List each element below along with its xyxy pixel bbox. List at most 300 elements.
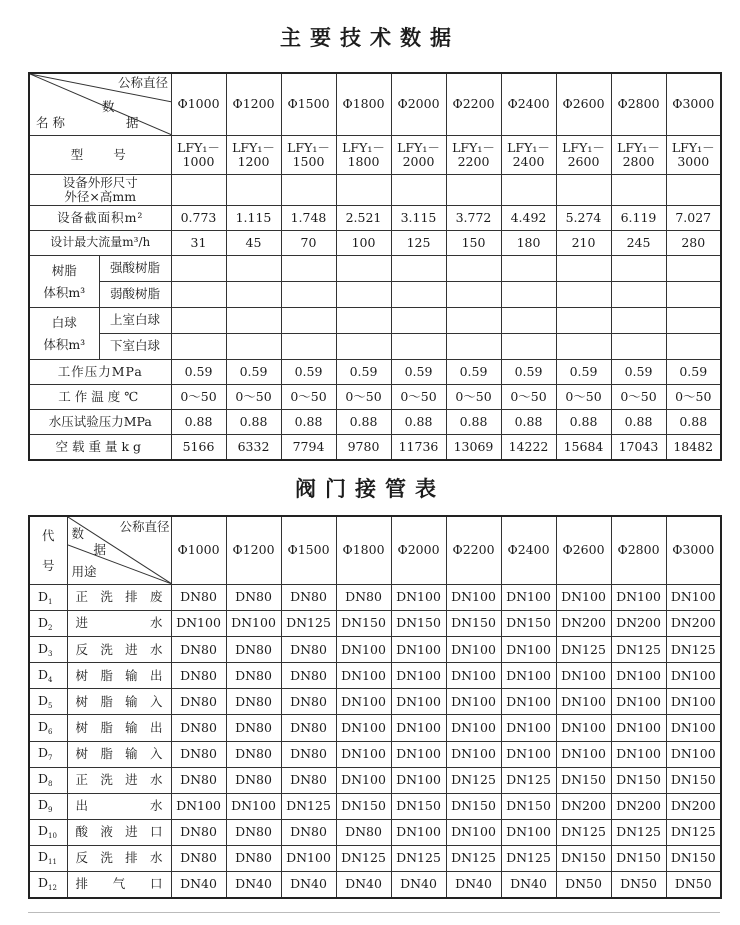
- valve-size-value: DN200: [666, 793, 721, 819]
- resin-row-2: [29, 282, 721, 308]
- valve-size-value: DN100: [171, 611, 226, 637]
- valve-size-value: DN80: [171, 767, 226, 793]
- valve-size-value: DN80: [281, 585, 336, 611]
- pressure-row-value: 0.59: [336, 360, 391, 385]
- valve-code-letter: D: [38, 849, 49, 865]
- header-name: 名称: [36, 115, 70, 130]
- weight-row: [29, 435, 721, 460]
- valve-size-value: DN100: [556, 741, 611, 767]
- valve-code-sub: 7: [48, 754, 53, 763]
- flow-row-value: 210: [556, 231, 611, 256]
- test-pressure-row-value: 0.88: [281, 410, 336, 435]
- valve-code-sub: 8: [48, 780, 53, 789]
- flow-row-value: 150: [446, 231, 501, 256]
- valve-size-value: DN100: [611, 741, 666, 767]
- header-nominal-diameter: 公称直径: [117, 75, 168, 90]
- valve-table-title: 阀门接管表: [295, 477, 445, 501]
- test-pressure-row-value: 0.88: [226, 410, 281, 435]
- dimension-row: [29, 175, 721, 206]
- ball-value: [281, 334, 336, 360]
- size-header: Φ1500: [281, 73, 336, 136]
- model-number: 3000: [677, 154, 710, 169]
- valve-code-letter: D: [38, 718, 49, 734]
- pressure-row-value: 0.59: [501, 360, 556, 385]
- model-number: 2800: [622, 154, 655, 169]
- valve-size-value: DN100: [391, 689, 446, 715]
- valve-size-value: DN80: [281, 741, 336, 767]
- test-pressure-row-value: 0.88: [666, 410, 721, 435]
- valve-size-value: DN100: [501, 715, 556, 741]
- dimension-value: [171, 175, 226, 206]
- temp-row-label: 工作温度℃: [29, 385, 171, 410]
- valve-size-header: Φ1800: [336, 516, 391, 585]
- valve-size-header: Φ1000: [171, 516, 226, 585]
- valve-size-value: DN125: [281, 793, 336, 819]
- flow-row: [29, 231, 721, 256]
- resin-value: [501, 282, 556, 308]
- valve-code-letter: D: [38, 640, 49, 656]
- area-row-value: 1.748: [281, 206, 336, 231]
- valve-size-value: DN80: [226, 663, 281, 689]
- valve-size-value: DN50: [666, 872, 721, 898]
- valve-row: [29, 637, 721, 663]
- pressure-row-value: 0.59: [556, 360, 611, 385]
- valve-use: 反洗排水: [67, 845, 171, 871]
- ball-value: [171, 334, 226, 360]
- valve-size-value: DN80: [226, 689, 281, 715]
- resin-row-1: [29, 256, 721, 282]
- valve-code-sub: 3: [48, 649, 53, 658]
- valve-size-value: DN150: [391, 611, 446, 637]
- valve-size-value: DN150: [336, 611, 391, 637]
- valve-size-value: DN100: [501, 741, 556, 767]
- valve-size-header: Φ2200: [446, 516, 501, 585]
- resin-value: [611, 282, 666, 308]
- valve-header-data-1: 数: [71, 526, 85, 541]
- valve-use: 树脂输入: [67, 741, 171, 767]
- size-header: Φ1800: [336, 73, 391, 136]
- valve-size-header: Φ1500: [281, 516, 336, 585]
- valve-size-value: DN80: [281, 689, 336, 715]
- resin-value: [391, 256, 446, 282]
- spec-table: [28, 72, 722, 461]
- ball-value: [446, 308, 501, 334]
- test-pressure-row-value: 0.88: [171, 410, 226, 435]
- size-header: Φ2400: [501, 73, 556, 136]
- valve-size-value: DN125: [666, 637, 721, 663]
- valve-size-value: DN100: [281, 845, 336, 871]
- valve-header-use: 用途: [71, 564, 97, 579]
- temp-row-value: 0～50: [391, 385, 446, 410]
- ball-value: [666, 308, 721, 334]
- flow-row-value: 100: [336, 231, 391, 256]
- valve-size-value: DN100: [556, 663, 611, 689]
- temp-row-value: 0～50: [501, 385, 556, 410]
- temp-row-value: 0～50: [281, 385, 336, 410]
- temp-row-value: 0～50: [611, 385, 666, 410]
- model-prefix: LFY₁－: [562, 139, 605, 155]
- weight-row-value: 17043: [611, 435, 666, 460]
- model-value: [336, 136, 391, 175]
- valve-size-value: DN40: [281, 872, 336, 898]
- area-row-value: 5.274: [556, 206, 611, 231]
- flow-row-value: 245: [611, 231, 666, 256]
- resin-value: [446, 256, 501, 282]
- flow-row-label: 设计最大流量m³/h: [29, 231, 171, 256]
- ball-value: [281, 308, 336, 334]
- valve-row: [29, 793, 721, 819]
- valve-size-value: DN80: [226, 637, 281, 663]
- valve-size-value: DN50: [556, 872, 611, 898]
- dimension-value: [281, 175, 336, 206]
- valve-size-value: DN80: [171, 585, 226, 611]
- valve-size-value: DN100: [446, 715, 501, 741]
- valve-diagonal-header: [67, 516, 171, 585]
- dimension-value: [556, 175, 611, 206]
- valve-size-value: DN150: [446, 793, 501, 819]
- valve-size-value: DN100: [446, 663, 501, 689]
- valve-size-value: DN150: [611, 767, 666, 793]
- weight-row-value: 13069: [446, 435, 501, 460]
- model-value: [666, 136, 721, 175]
- dimension-value: [336, 175, 391, 206]
- resin-value: [446, 282, 501, 308]
- code-header-1: 代: [41, 527, 55, 543]
- valve-use: 树脂输入: [67, 689, 171, 715]
- valve-size-value: DN100: [336, 689, 391, 715]
- valve-size-value: DN200: [556, 611, 611, 637]
- size-header: Φ3000: [666, 73, 721, 136]
- valve-size-value: DN80: [171, 663, 226, 689]
- valve-size-value: DN125: [501, 845, 556, 871]
- valve-size-value: DN100: [446, 819, 501, 845]
- valve-use: 正洗排废: [67, 585, 171, 611]
- dimension-label-line2: 外径×高mm: [64, 189, 137, 204]
- valve-size-value: DN100: [171, 793, 226, 819]
- valve-code-sub: 6: [48, 727, 53, 736]
- valve-size-value: DN40: [171, 872, 226, 898]
- valve-size-value: DN100: [666, 741, 721, 767]
- valve-size-value: DN100: [391, 585, 446, 611]
- temp-row-value: 0～50: [226, 385, 281, 410]
- dimension-value: [391, 175, 446, 206]
- valve-row: [29, 872, 721, 898]
- valve-code-sub: 10: [48, 832, 57, 841]
- valve-size-value: DN100: [501, 663, 556, 689]
- weight-row-value: 5166: [171, 435, 226, 460]
- resin-sub-label: 强酸树脂: [99, 256, 171, 282]
- model-value: [446, 136, 501, 175]
- pressure-row-value: 0.59: [226, 360, 281, 385]
- valve-size-value: DN100: [501, 819, 556, 845]
- valve-code: [29, 637, 67, 663]
- valve-code-header: [29, 516, 67, 585]
- pressure-row-value: 0.59: [391, 360, 446, 385]
- valve-use: 正洗进水: [67, 767, 171, 793]
- model-number: 2200: [457, 154, 490, 169]
- valve-code-sub: 9: [48, 806, 53, 815]
- flow-row-value: 280: [666, 231, 721, 256]
- valve-code-letter: D: [38, 692, 49, 708]
- pressure-row-value: 0.59: [446, 360, 501, 385]
- valve-size-value: DN100: [391, 819, 446, 845]
- footer-divider: [28, 912, 720, 913]
- pressure-row-value: 0.59: [171, 360, 226, 385]
- valve-size-value: DN100: [666, 663, 721, 689]
- valve-code: [29, 845, 67, 871]
- model-prefix: LFY₁－: [397, 139, 440, 155]
- valve-size-value: DN200: [666, 611, 721, 637]
- ball-value: [226, 334, 281, 360]
- valve-size-value: DN80: [226, 741, 281, 767]
- resin-value: [611, 256, 666, 282]
- valve-size-value: DN100: [556, 715, 611, 741]
- valve-size-value: DN100: [611, 585, 666, 611]
- weight-row-label: 空载重量kg: [29, 435, 171, 460]
- model-number: 1000: [182, 154, 215, 169]
- valve-size-value: DN100: [391, 767, 446, 793]
- area-row-value: 2.521: [336, 206, 391, 231]
- valve-size-value: DN125: [281, 611, 336, 637]
- valve-code: [29, 689, 67, 715]
- test-pressure-row-value: 0.88: [556, 410, 611, 435]
- resin-value: [226, 256, 281, 282]
- valve-size-header: Φ1200: [226, 516, 281, 585]
- valve-size-value: DN80: [226, 585, 281, 611]
- valve-size-value: DN100: [611, 689, 666, 715]
- model-number: 1200: [237, 154, 270, 169]
- resin-value: [281, 256, 336, 282]
- valve-size-value: DN100: [336, 767, 391, 793]
- valve-size-value: DN50: [611, 872, 666, 898]
- valve-header-nominal: 公称直径: [119, 519, 170, 534]
- valve-size-value: DN80: [281, 767, 336, 793]
- model-value: [171, 136, 226, 175]
- valve-size-value: DN80: [281, 663, 336, 689]
- valve-size-value: DN125: [611, 819, 666, 845]
- dimension-value: [666, 175, 721, 206]
- valve-size-value: DN100: [391, 663, 446, 689]
- resin-value: [171, 282, 226, 308]
- valve-size-value: DN200: [556, 793, 611, 819]
- ball-value: [171, 308, 226, 334]
- valve-row: [29, 819, 721, 845]
- valve-size-value: DN80: [171, 845, 226, 871]
- valve-size-value: DN80: [171, 715, 226, 741]
- valve-size-value: DN80: [171, 819, 226, 845]
- dimension-value: [611, 175, 666, 206]
- flow-row-value: 125: [391, 231, 446, 256]
- valve-code-sub: 12: [48, 884, 57, 893]
- valve-size-value: DN100: [501, 637, 556, 663]
- resin-value: [501, 256, 556, 282]
- valve-code: [29, 585, 67, 611]
- valve-code-sub: 5: [48, 701, 53, 710]
- valve-size-value: DN150: [501, 793, 556, 819]
- area-row-value: 6.119: [611, 206, 666, 231]
- valve-size-value: DN100: [226, 793, 281, 819]
- temp-row-value: 0～50: [171, 385, 226, 410]
- resin-label-line1: 树脂: [51, 262, 77, 278]
- valve-header-data-2: 据: [93, 542, 107, 557]
- header-data-1: 数: [102, 99, 115, 114]
- spec-diagonal-header: [29, 73, 171, 136]
- valve-size-value: DN150: [501, 611, 556, 637]
- valve-code: [29, 793, 67, 819]
- valve-row: [29, 845, 721, 871]
- valve-size-value: DN150: [556, 767, 611, 793]
- valve-use: 酸液进口: [67, 819, 171, 845]
- valve-size-value: DN80: [336, 819, 391, 845]
- valve-size-value: DN100: [446, 585, 501, 611]
- ball-value: [666, 334, 721, 360]
- weight-row-value: 15684: [556, 435, 611, 460]
- test-pressure-row: [29, 410, 721, 435]
- dimension-value: [446, 175, 501, 206]
- valve-size-value: DN100: [226, 611, 281, 637]
- dimension-value: [226, 175, 281, 206]
- ball-value: [226, 308, 281, 334]
- temp-row: [29, 385, 721, 410]
- valve-row: [29, 663, 721, 689]
- valve-size-value: DN100: [556, 689, 611, 715]
- resin-value: [281, 282, 336, 308]
- resin-value: [391, 282, 446, 308]
- resin-value: [226, 282, 281, 308]
- resin-value: [336, 256, 391, 282]
- dimension-value: [501, 175, 556, 206]
- valve-use: 排气口: [67, 872, 171, 898]
- resin-sub-label: 弱酸树脂: [99, 282, 171, 308]
- valve-code-sub: 11: [48, 858, 57, 867]
- valve-size-header: Φ2000: [391, 516, 446, 585]
- area-row-value: 3.772: [446, 206, 501, 231]
- valve-row: [29, 611, 721, 637]
- temp-row-value: 0～50: [556, 385, 611, 410]
- valve-code-letter: D: [38, 797, 49, 813]
- model-prefix: LFY₁－: [671, 139, 715, 155]
- resin-value: [666, 282, 721, 308]
- area-row-value: 0.773: [171, 206, 226, 231]
- valve-size-value: DN125: [391, 845, 446, 871]
- resin-value: [336, 282, 391, 308]
- valve-size-value: DN125: [556, 637, 611, 663]
- ball-value: [611, 334, 666, 360]
- valve-size-value: DN100: [446, 689, 501, 715]
- valve-code-letter: D: [38, 666, 49, 682]
- valve-code: [29, 663, 67, 689]
- ball-value: [556, 334, 611, 360]
- resin-value: [666, 256, 721, 282]
- valve-size-value: DN125: [446, 767, 501, 793]
- valve-size-value: DN150: [556, 845, 611, 871]
- valve-use: 树脂输出: [67, 715, 171, 741]
- valve-header-row: [29, 516, 721, 585]
- valve-code: [29, 819, 67, 845]
- valve-code-sub: 1: [48, 597, 53, 606]
- valve-size-value: DN100: [336, 637, 391, 663]
- valve-size-value: DN100: [446, 741, 501, 767]
- ball-sub-label: 下室白球: [99, 334, 171, 360]
- model-prefix: LFY₁－: [617, 139, 660, 155]
- valve-size-value: DN150: [391, 793, 446, 819]
- valve-size-value: DN150: [666, 845, 721, 871]
- flow-row-value: 45: [226, 231, 281, 256]
- model-value: [281, 136, 336, 175]
- model-prefix: LFY₁－: [507, 139, 550, 155]
- ball-value: [336, 308, 391, 334]
- ball-value: [501, 308, 556, 334]
- valve-row: [29, 585, 721, 611]
- valve-size-value: DN100: [336, 741, 391, 767]
- spec-table-title: 主要技术数据: [280, 26, 460, 50]
- weight-row-value: 9780: [336, 435, 391, 460]
- model-prefix: LFY₁－: [287, 139, 330, 155]
- valve-code: [29, 741, 67, 767]
- valve-size-value: DN100: [446, 637, 501, 663]
- pressure-row-value: 0.59: [281, 360, 336, 385]
- valve-size-value: DN40: [391, 872, 446, 898]
- valve-code-letter: D: [38, 875, 49, 891]
- valve-size-value: DN80: [226, 845, 281, 871]
- valve-size-value: DN150: [446, 611, 501, 637]
- valve-code-letter: D: [38, 614, 49, 630]
- valve-size-value: DN80: [226, 715, 281, 741]
- model-row: [29, 136, 721, 175]
- resin-volume-label: [29, 256, 99, 308]
- size-header: Φ2000: [391, 73, 446, 136]
- valve-size-value: DN100: [556, 585, 611, 611]
- dimension-label-line1: 设备外形尺寸: [62, 174, 138, 190]
- valve-size-value: DN100: [666, 715, 721, 741]
- valve-size-value: DN125: [501, 767, 556, 793]
- code-header-2: 号: [41, 557, 55, 573]
- valve-code: [29, 872, 67, 898]
- valve-size-value: DN80: [281, 637, 336, 663]
- valve-size-value: DN80: [226, 767, 281, 793]
- valve-size-value: DN80: [171, 637, 226, 663]
- valve-size-value: DN100: [611, 715, 666, 741]
- model-value: [611, 136, 666, 175]
- valve-size-value: DN100: [391, 741, 446, 767]
- model-prefix: LFY₁－: [452, 139, 495, 155]
- valve-use: 出水: [67, 793, 171, 819]
- flow-row-value: 180: [501, 231, 556, 256]
- valve-table: [28, 515, 722, 899]
- size-header: Φ1000: [171, 73, 226, 136]
- model-number: 1500: [292, 154, 325, 169]
- valve-row: [29, 689, 721, 715]
- valve-size-value: DN40: [226, 872, 281, 898]
- area-row-value: 1.115: [226, 206, 281, 231]
- test-pressure-row-value: 0.88: [501, 410, 556, 435]
- valve-size-value: DN100: [336, 715, 391, 741]
- spec-header-row: [29, 73, 721, 136]
- ball-value: [391, 308, 446, 334]
- model-value: [226, 136, 281, 175]
- model-number: 2400: [512, 154, 545, 169]
- ball-value: [556, 308, 611, 334]
- resin-value: [171, 256, 226, 282]
- ball-row-1: [29, 308, 721, 334]
- valve-use: 树脂输出: [67, 663, 171, 689]
- model-prefix: LFY₁－: [232, 139, 275, 155]
- valve-code-letter: D: [38, 745, 49, 761]
- valve-code: [29, 767, 67, 793]
- test-pressure-row-value: 0.88: [611, 410, 666, 435]
- valve-size-value: DN100: [611, 663, 666, 689]
- weight-row-value: 14222: [501, 435, 556, 460]
